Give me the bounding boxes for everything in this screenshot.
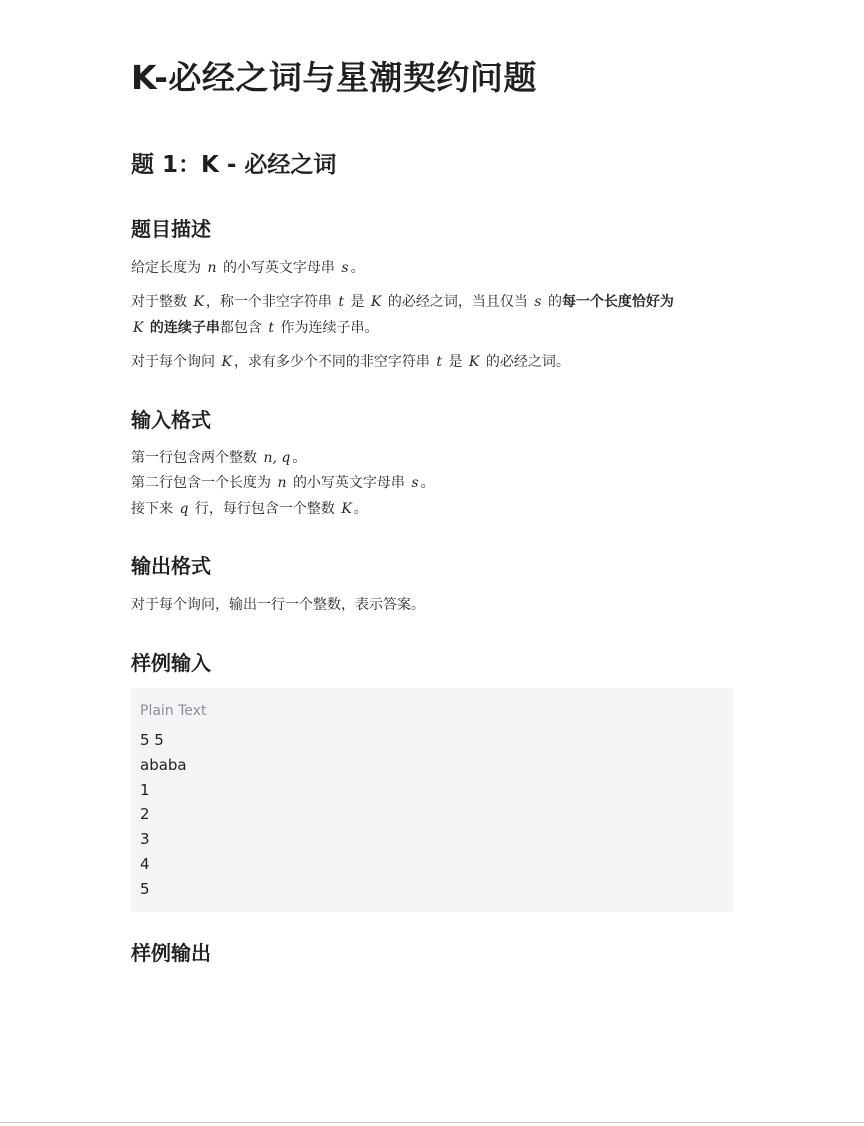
math-var: n bbox=[207, 260, 217, 276]
math-var: K bbox=[370, 294, 382, 310]
math-var: t bbox=[338, 294, 345, 310]
text: 。 bbox=[420, 475, 435, 491]
math-var: s bbox=[534, 294, 542, 310]
text: 作为连续子串。 bbox=[280, 320, 379, 336]
text: 接下来 bbox=[131, 501, 173, 517]
output-format-heading: 输出格式 bbox=[131, 554, 211, 578]
text: 。 bbox=[350, 260, 365, 276]
math-var: K bbox=[133, 320, 144, 336]
description-line-1 bbox=[131, 255, 733, 281]
math-var: K bbox=[468, 354, 480, 370]
description-line-2 bbox=[131, 289, 733, 341]
document-title: K-必经之词与星潮契约问题 bbox=[131, 58, 537, 97]
text: 对于整数 bbox=[131, 294, 187, 310]
math-var: s bbox=[341, 260, 349, 276]
text: 的必经之词。 bbox=[485, 354, 570, 370]
text: 对于每个询问 bbox=[131, 354, 215, 370]
code-line: 3 bbox=[140, 830, 150, 849]
text: 第二行包含一个长度为 bbox=[131, 475, 271, 491]
description-line-3 bbox=[131, 349, 733, 375]
text: ，求有多少个不同的非空字符串 bbox=[233, 354, 430, 370]
math-var: s bbox=[411, 475, 419, 491]
problem-heading: 题 1：K - 必经之词 bbox=[131, 152, 337, 178]
math-var: n, q bbox=[263, 450, 291, 466]
text: 的小写英文字母串 bbox=[222, 260, 335, 276]
code-line: 5 bbox=[140, 879, 150, 898]
bold-text: 每一个长度恰好为 bbox=[561, 294, 674, 310]
text: 。 bbox=[353, 501, 368, 517]
code-language-label: Plain Text bbox=[140, 703, 207, 719]
input-format-line-3 bbox=[131, 496, 733, 522]
output-format-text: 对于每个询问，输出一行一个整数，表示答案。 bbox=[131, 597, 425, 613]
text: 是 bbox=[350, 294, 365, 310]
text: 都包含 bbox=[219, 320, 262, 336]
input-format-heading: 输入格式 bbox=[131, 408, 211, 432]
math-var: n bbox=[277, 475, 287, 491]
text: 的 bbox=[547, 294, 562, 310]
input-format-line-2 bbox=[131, 470, 733, 496]
page-divider bbox=[0, 1122, 864, 1123]
bold-text: 的连续子串 bbox=[149, 320, 220, 336]
text: 给定长度为 bbox=[131, 260, 201, 276]
input-format-line-1 bbox=[131, 445, 733, 471]
math-var: K bbox=[341, 501, 352, 517]
math-var: K bbox=[193, 294, 204, 310]
text: 是 bbox=[448, 354, 463, 370]
code-line: 1 bbox=[140, 780, 150, 799]
text: 的小写英文字母串 bbox=[292, 475, 405, 491]
code-line: 2 bbox=[140, 805, 150, 824]
math-var: q bbox=[179, 501, 189, 517]
text: 第一行包含两个整数 bbox=[131, 450, 257, 466]
code-line: ababa bbox=[140, 755, 187, 774]
text: ，称一个非空字符串 bbox=[205, 294, 332, 310]
description-heading: 题目描述 bbox=[131, 217, 211, 241]
code-line: 4 bbox=[140, 854, 150, 873]
sample-input-heading: 样例输入 bbox=[131, 651, 211, 675]
text: 。 bbox=[292, 450, 307, 466]
text: 行，每行包含一个整数 bbox=[194, 501, 335, 517]
math-var: t bbox=[268, 320, 275, 336]
text: 的必经之词，当且仅当 bbox=[387, 294, 528, 310]
math-var: K bbox=[221, 354, 232, 370]
sample-input-code-block[interactable] bbox=[131, 688, 733, 912]
code-line: 5 5 bbox=[140, 731, 164, 749]
sample-output-heading: 样例输出 bbox=[131, 941, 211, 965]
code-lines bbox=[140, 728, 187, 902]
math-var: t bbox=[436, 354, 443, 370]
